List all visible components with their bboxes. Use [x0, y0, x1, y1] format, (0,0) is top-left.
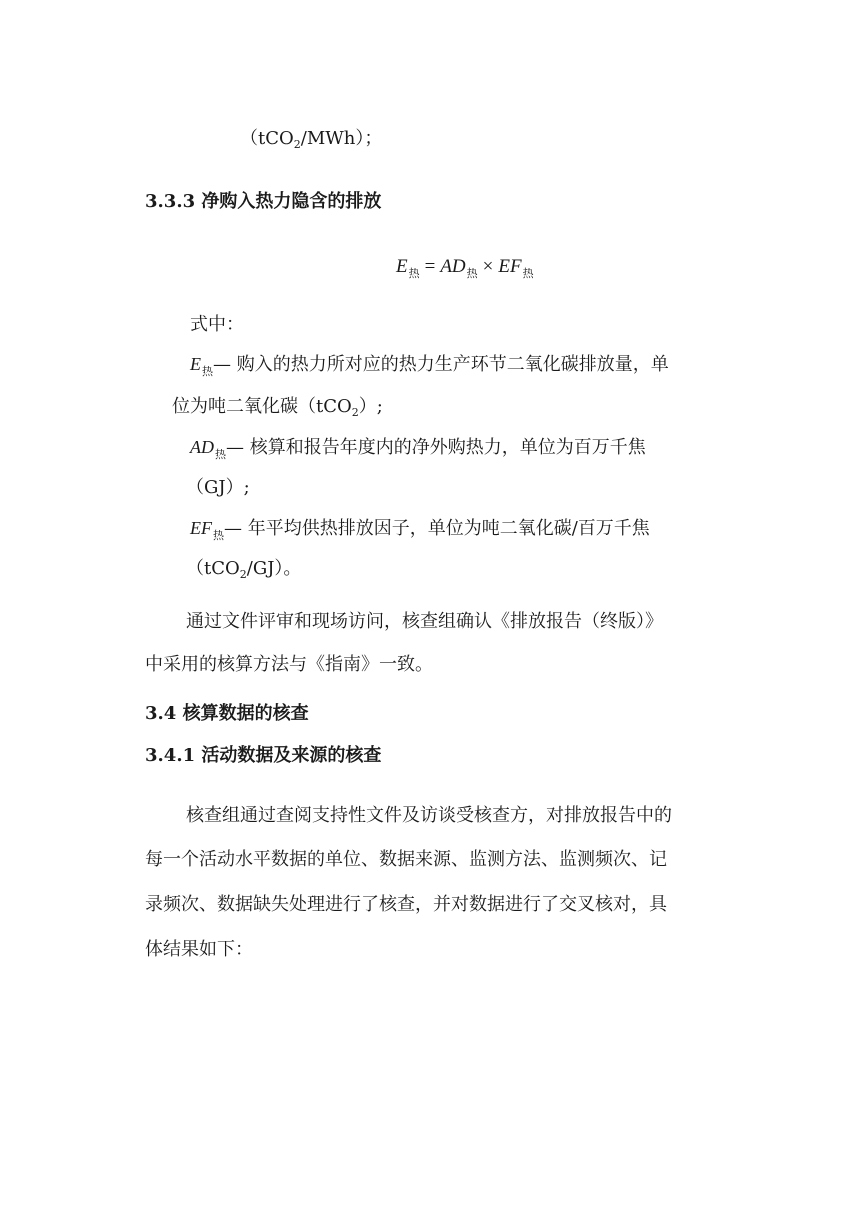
- unit-sub: 2: [293, 138, 301, 151]
- heat-emission-formula: [396, 256, 534, 281]
- section-heading-3-4-1: 3.4.1 活动数据及来源的核查: [145, 745, 382, 766]
- unit-line: [240, 127, 382, 157]
- section-heading-3-4: 3.4 核算数据的核查: [145, 703, 309, 724]
- def-ef-sub: 热: [213, 529, 224, 542]
- unit-post: /MWh）；: [300, 128, 383, 149]
- para-check-line2: 每一个活动水平数据的单位、数据来源、监测方法、监测频次、记: [145, 849, 667, 870]
- def-e-sub: 热: [202, 365, 213, 378]
- unit-pre: （tCO: [240, 128, 294, 149]
- def-ef-line2: [186, 557, 301, 587]
- para-check-line3: 录频次、数据缺失处理进行了核查，并对数据进行了交叉核对，具: [145, 894, 667, 915]
- def-ad-symbol: AD: [190, 437, 214, 457]
- formula-e-sub: 热: [408, 268, 420, 280]
- def-ad-sub: 热: [215, 448, 226, 461]
- formula-ef: EF: [498, 256, 522, 277]
- def-e-text2-pre: 位为吨二氧化碳（tCO: [172, 396, 352, 417]
- def-ef-text2-pre: （tCO: [186, 558, 240, 579]
- section-heading-3-3-3: 3.3.3 净购入热力隐含的排放: [145, 191, 382, 212]
- formula-equals: =: [424, 256, 436, 277]
- def-ef-symbol: EF: [190, 518, 212, 538]
- def-ef-text2-post: /GJ）。: [246, 558, 302, 579]
- def-e-line2: [172, 395, 383, 425]
- para-confirm-line2: 中采用的核算方法与《指南》一致。: [145, 654, 433, 675]
- def-e-line1: [190, 352, 742, 384]
- formula-ad: AD: [440, 256, 466, 277]
- def-e-text2-post: ）;: [358, 396, 383, 417]
- where-label: 式中：: [190, 314, 244, 335]
- para-check-line4: 体结果如下：: [145, 939, 253, 960]
- para-check-line1: 核查组通过查阅支持性文件及访谈受核查方，对排放报告中的: [186, 805, 672, 826]
- def-ad-text1: — 核算和报告年度内的净外购热力，单位为百万千焦: [226, 437, 646, 458]
- def-e-symbol: E: [190, 354, 201, 374]
- para-confirm-line1: 通过文件评审和现场访问，核查组确认《排放报告（终版）》: [186, 611, 663, 632]
- formula-e: E: [396, 256, 408, 277]
- def-e-text1: — 购入的热力所对应的热力生产环节二氧化碳排放量，单: [213, 354, 669, 375]
- def-ad-line1: [190, 435, 646, 467]
- def-ad-line2: （GJ）;: [186, 477, 250, 498]
- formula-ef-sub: 热: [522, 268, 534, 280]
- def-ef-text1: — 年平均供热排放因子，单位为吨二氧化碳/百万千焦: [224, 518, 650, 539]
- def-e-text2-sub: 2: [351, 406, 359, 419]
- formula-ad-sub: 热: [466, 268, 478, 280]
- def-ef-text2-sub: 2: [239, 568, 247, 581]
- def-ef-line1: [190, 516, 650, 548]
- formula-times: ×: [482, 256, 494, 277]
